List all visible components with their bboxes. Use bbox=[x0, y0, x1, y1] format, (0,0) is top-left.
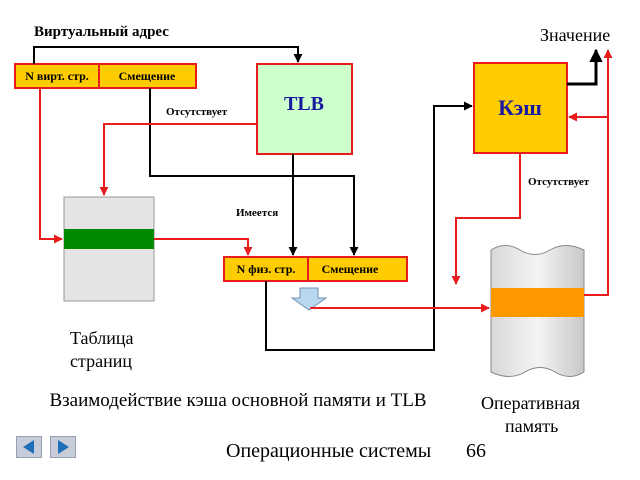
arrow-cache-to-value bbox=[586, 50, 596, 84]
tlb-label: TLB bbox=[283, 93, 325, 115]
arrow-vpn-to-pagetable-entry bbox=[40, 88, 62, 239]
arrow-pagetable-to-ppn bbox=[154, 239, 248, 255]
page-table-label-line2: страниц bbox=[70, 351, 132, 371]
triangle-right-icon bbox=[51, 437, 75, 457]
slide-caption: Взаимодействие кэша основной памяти и TLB bbox=[49, 390, 427, 411]
arrow-tlb-miss-to-pagetable bbox=[104, 124, 257, 195]
value-label: Значение bbox=[540, 25, 611, 45]
virtual-address-label: Виртуальный адрес bbox=[34, 24, 169, 40]
footer-course-title: Операционные системы bbox=[226, 440, 432, 462]
cache-miss-label: Отсутствует bbox=[528, 176, 590, 188]
next-slide-button[interactable] bbox=[50, 436, 76, 458]
triangle-left-icon bbox=[17, 437, 41, 457]
cache-box bbox=[474, 63, 567, 153]
physical-address-register bbox=[224, 257, 407, 281]
tlb-miss-label: Отсутствует bbox=[166, 106, 228, 118]
vpn-field-label: N вирт. стр. bbox=[25, 69, 89, 83]
offset-field-label: Смещение bbox=[118, 69, 176, 83]
memory-label-line1: Оперативная bbox=[481, 393, 581, 413]
tlb-hit-label: Имеется bbox=[236, 207, 279, 219]
tlb-box bbox=[257, 64, 352, 154]
page-number: 66 bbox=[466, 440, 486, 462]
arrow-va-to-tlb bbox=[34, 47, 298, 64]
page-table-entry bbox=[64, 229, 154, 249]
virtual-address-register bbox=[15, 64, 196, 88]
page-table bbox=[64, 197, 154, 301]
ppn-field-label: N физ. стр. bbox=[236, 262, 296, 276]
phys-offset-field-label: Смещение bbox=[321, 262, 379, 276]
page-table-label-line1: Таблица bbox=[70, 328, 134, 348]
prev-slide-button[interactable] bbox=[16, 436, 42, 458]
memory-label-line2: память bbox=[505, 416, 559, 436]
down-arrow-icon bbox=[292, 288, 326, 310]
memory-entry bbox=[491, 288, 584, 317]
main-memory bbox=[491, 246, 584, 377]
cache-label: Кэш bbox=[498, 95, 542, 120]
